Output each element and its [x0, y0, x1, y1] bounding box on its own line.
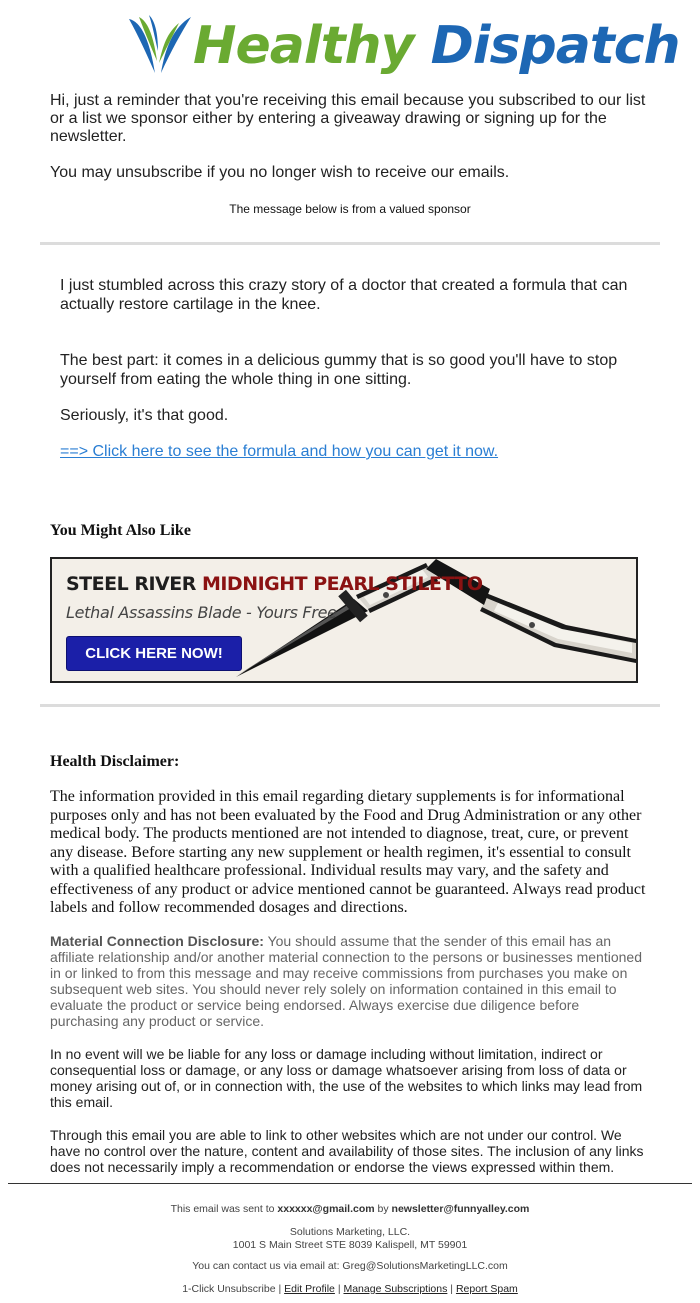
- click-here-now-button[interactable]: CLICK HERE NOW!: [66, 636, 242, 671]
- separator: |: [275, 1283, 285, 1295]
- sent-prefix: This email was sent to: [170, 1203, 278, 1215]
- intro-paragraph: Hi, just a reminder that you're receiving this email because you subscribed to our list or a list we sponsor either by entering a giveaway drawing or signing up for the newsletter.: [50, 92, 646, 145]
- one-click-unsubscribe[interactable]: 1-Click Unsubscribe: [182, 1283, 276, 1295]
- footer-links: [0, 1283, 700, 1296]
- brand-logo: [125, 6, 680, 86]
- footer-divider: [8, 1183, 692, 1184]
- message-paragraph-2: The best part: it comes in a delicious gummy that is so good you'll have to stop yourself from eating the whole thing in one sitting.: [60, 352, 618, 388]
- company-name: Solutions Marketing, LLC.: [289, 1226, 411, 1238]
- also-like-heading: You Might Also Like: [50, 522, 191, 539]
- health-disclaimer-title: Health Disclaimer:: [50, 753, 180, 770]
- report-spam-link[interactable]: Report Spam: [455, 1283, 518, 1295]
- leaf-logo-icon: [125, 11, 195, 81]
- health-disclaimer-text: The information provided in this email regarding dietary supplements is for informational purposes only and has not been evaluated by the Food and Drug Administration or any other medical body. The products mentioned are not intended to diagnose, treat, cure, or prevent any disease. Before starting any new supplement or health regimen, it's essential to consult with a qualified healthcare professional. Individual results may vary, and the safety and effectiveness of any product or advice mentioned cannot be guaranteed. Always read product labels and follow recommended dosages and directions.: [50, 788, 646, 916]
- sender-email: newsletter@funnyalley.com: [391, 1203, 530, 1215]
- manage-subscriptions-link[interactable]: Manage Subscriptions: [343, 1283, 448, 1295]
- divider: [40, 242, 660, 245]
- liability-paragraph: In no event will we be liable for any loss or damage including without limitation, indirect or consequential loss or damage, or any loss or damage whatsoever arising from loss of data or money arising out of, or in connection with, the use of the websites to which links may lead from this email.: [50, 1046, 643, 1110]
- sent-by: by: [374, 1203, 392, 1215]
- divider: [40, 704, 660, 707]
- external-links-paragraph: Through this email you are able to link to other websites which are not under our control. We have no control over the nature, content and availability of those sites. The inclusion of any links does not necessarily imply a recommendation or endorse the views expressed within them.: [50, 1127, 644, 1175]
- message-paragraph-1: I just stumbled across this crazy story of a doctor that created a formula that can actually restore cartilage in the knee.: [60, 277, 628, 313]
- separator: |: [447, 1283, 456, 1295]
- message-paragraph-3: Seriously, it's that good.: [60, 407, 229, 424]
- banner-title-product: MIDNIGHT PEARL STILETTO: [201, 573, 483, 595]
- company-address: 1001 S Main Street STE 8039 Kalispell, MT 59901: [232, 1239, 468, 1251]
- mcd-text: You should assume that the sender of this email has an affiliate relationship and/or another material connection to the persons or businesses mentioned in or linked to from this message and may receive commissions from purchases you make on subsequent web sites. You should never rely solely on information contained in this email to evaluate the product or service being endorsed. Always exercise due diligence before purchasing any product or service.: [50, 933, 642, 1029]
- sent-to-line: [0, 1203, 700, 1216]
- sponsor-note: The message below is from a valued sponsor: [229, 202, 471, 216]
- formula-link[interactable]: ==> Click here to see the formula and how you can get it now.: [60, 443, 499, 460]
- banner-title-brand: STEEL RIVER: [66, 573, 202, 595]
- contact-line: You can contact us via email at: Greg@SolutionsMarketingLLC.com: [192, 1260, 508, 1272]
- recipient-email: xxxxxx@gmail.com: [277, 1203, 375, 1215]
- mcd-label: Material Connection Disclosure:: [50, 933, 264, 949]
- material-connection-disclosure: [50, 933, 650, 1029]
- unsubscribe-note: You may unsubscribe if you no longer wish to receive our emails.: [50, 164, 510, 181]
- separator: |: [334, 1283, 344, 1295]
- brand-word-healthy: Healthy: [193, 16, 414, 76]
- intro-section: [50, 92, 655, 182]
- edit-profile-link[interactable]: Edit Profile: [284, 1283, 335, 1295]
- banner-subtitle: Lethal Assassins Blade - Yours Free: [66, 603, 337, 622]
- banner-title: [66, 573, 483, 595]
- stiletto-ad-banner[interactable]: [50, 557, 638, 683]
- brand-word-dispatch: Dispatch: [430, 16, 680, 76]
